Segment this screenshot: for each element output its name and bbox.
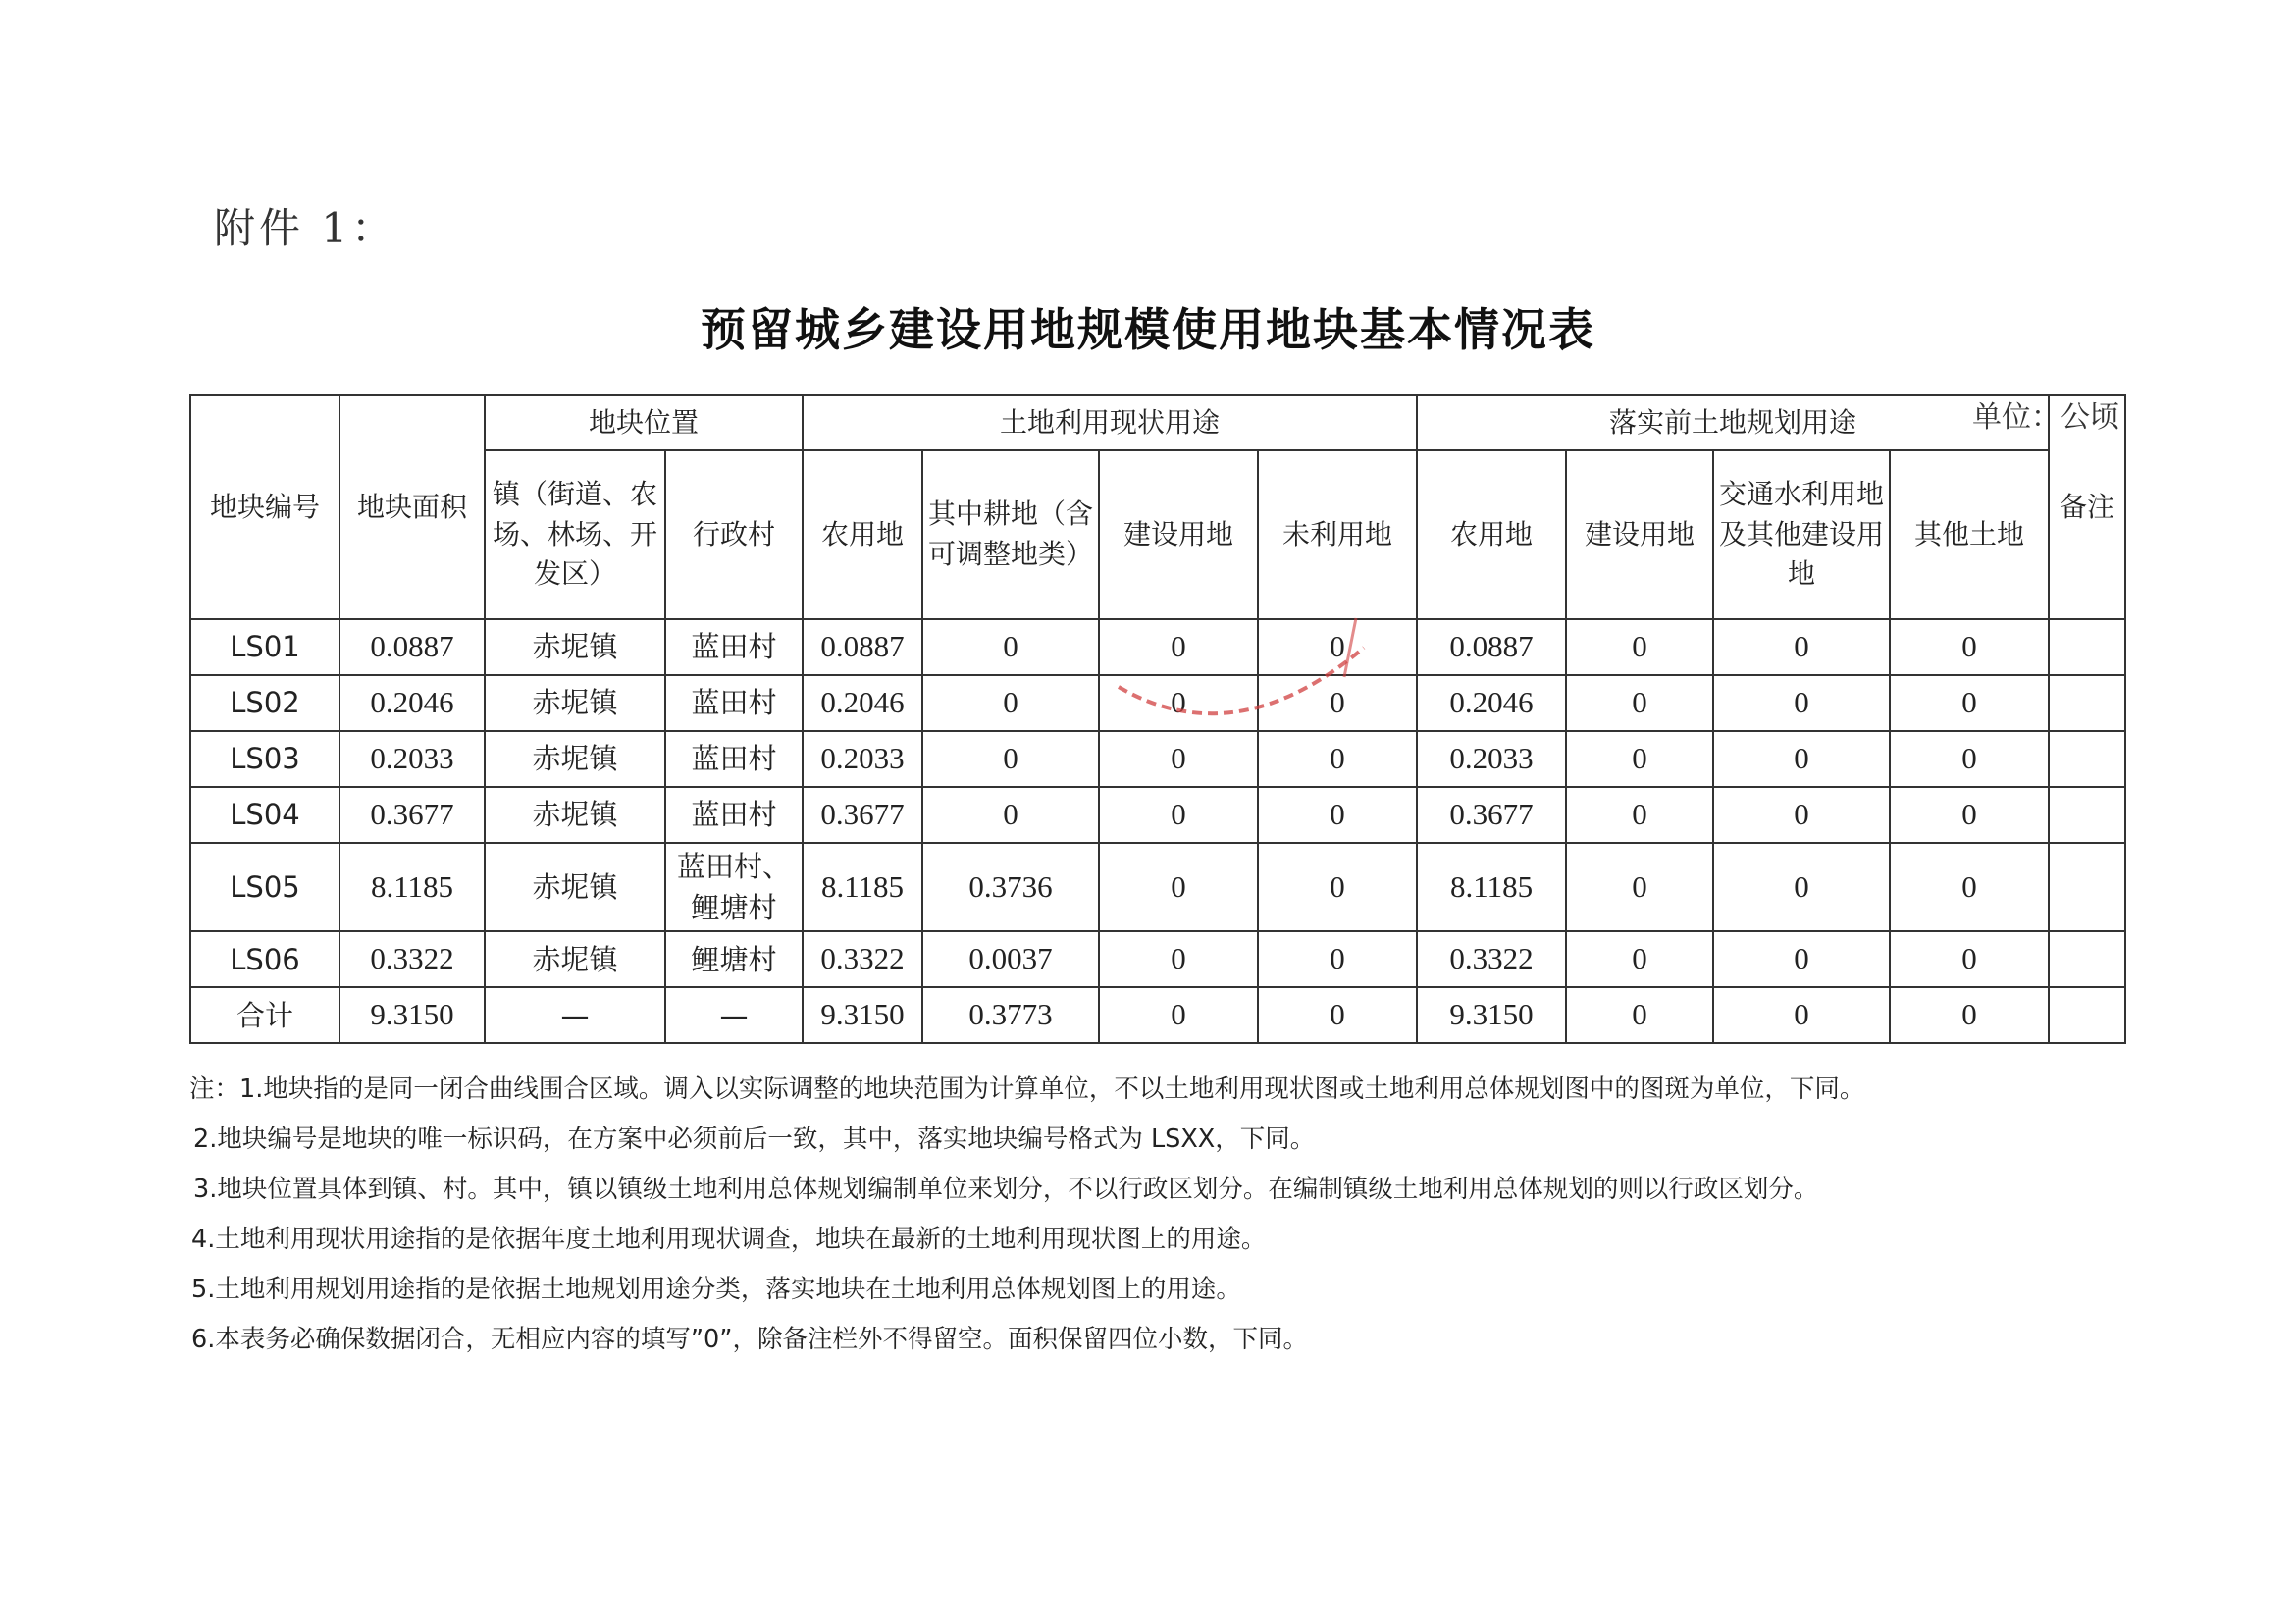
- remarks-cell: [2049, 675, 2125, 731]
- notes: [189, 1065, 2152, 1365]
- current-unused-cell: 0: [1258, 619, 1417, 675]
- planned-construction-cell: 0: [1566, 731, 1713, 787]
- town-cell: 赤坭镇: [485, 675, 665, 731]
- current-agricultural-cell: 9.3150: [803, 987, 922, 1043]
- parcel-area-cell: 9.3150: [339, 987, 485, 1043]
- header-planned-use: 落实前土地规划用途: [1417, 395, 2049, 450]
- town-cell: 赤坭镇: [485, 619, 665, 675]
- planned-construction-cell: 0: [1566, 787, 1713, 843]
- planned-other-cell: 0: [1890, 675, 2049, 731]
- planned-transport-cell: 0: [1713, 931, 1890, 987]
- current-agricultural-cell: 8.1185: [803, 843, 922, 931]
- parcel-area-cell: 8.1185: [339, 843, 485, 931]
- town-cell: 赤坭镇: [485, 843, 665, 931]
- planned-agricultural-cell: 0.2033: [1417, 731, 1566, 787]
- current-agricultural-cell: 0.2046: [803, 675, 922, 731]
- current-arable-cell: 0.3773: [922, 987, 1099, 1043]
- parcel-area-cell: 0.3677: [339, 787, 485, 843]
- current-construction-cell: 0: [1099, 787, 1258, 843]
- planned-transport-cell: 0: [1713, 987, 1890, 1043]
- current-arable-cell: 0: [922, 619, 1099, 675]
- planned-agricultural-cell: 0.3677: [1417, 787, 1566, 843]
- parcel-id-cell: 合计: [190, 987, 339, 1043]
- header-location: 地块位置: [485, 395, 803, 450]
- parcel-id-cell: LS05: [190, 843, 339, 931]
- town-cell: 赤坭镇: [485, 787, 665, 843]
- parcel-area-cell: 0.2046: [339, 675, 485, 731]
- header-current-arable: 其中耕地（含可调整地类）: [922, 450, 1099, 619]
- planned-construction-cell: 0: [1566, 675, 1713, 731]
- table-row: [190, 731, 2125, 787]
- planned-construction-cell: 0: [1566, 843, 1713, 931]
- current-construction-cell: 0: [1099, 619, 1258, 675]
- header-parcel-id: 地块编号: [190, 395, 339, 619]
- planned-agricultural-cell: 0.2046: [1417, 675, 1566, 731]
- parcel-id-cell: LS02: [190, 675, 339, 731]
- planned-other-cell: 0: [1890, 619, 2049, 675]
- planned-other-cell: 0: [1890, 843, 2049, 931]
- village-cell: 蓝田村: [665, 787, 803, 843]
- header-planned-transport: 交通水利用地及其他建设用地: [1713, 450, 1890, 619]
- planned-transport-cell: 0: [1713, 675, 1890, 731]
- planned-transport-cell: 0: [1713, 787, 1890, 843]
- current-construction-cell: 0: [1099, 731, 1258, 787]
- planned-construction-cell: 0: [1566, 987, 1713, 1043]
- planned-agricultural-cell: 9.3150: [1417, 987, 1566, 1043]
- table-row: [190, 931, 2125, 987]
- note-4: 4.土地利用现状用途指的是依据年度土地利用现状调查，地块在最新的土地利用现状图上的用途。: [191, 1225, 1267, 1254]
- current-agricultural-cell: 0.0887: [803, 619, 922, 675]
- village-cell: 蓝田村: [665, 731, 803, 787]
- header-village: 行政村: [665, 450, 803, 619]
- current-unused-cell: 0: [1258, 675, 1417, 731]
- note-2: 2.地块编号是地块的唯一标识码，在方案中必须前后一致，其中，落实地块编号格式为 LSXX，下同。: [193, 1125, 1316, 1154]
- current-arable-cell: 0.3736: [922, 843, 1099, 931]
- planned-agricultural-cell: 0.0887: [1417, 619, 1566, 675]
- remarks-cell: [2049, 619, 2125, 675]
- planned-other-cell: 0: [1890, 731, 2049, 787]
- current-arable-cell: 0: [922, 675, 1099, 731]
- header-planned-other: 其他土地: [1890, 450, 2049, 619]
- town-cell: 赤坭镇: [485, 931, 665, 987]
- note-3: 3.地块位置具体到镇、村。其中，镇以镇级土地利用总体规划编制单位来划分，不以行政区划分。在编制镇级土地利用总体规划的则以行政区划分。: [193, 1175, 1819, 1204]
- town-cell: 赤坭镇: [485, 731, 665, 787]
- planned-agricultural-cell: 0.3322: [1417, 931, 1566, 987]
- village-cell: —: [665, 987, 803, 1043]
- parcel-area-cell: 0.3322: [339, 931, 485, 987]
- remarks-cell: [2049, 787, 2125, 843]
- remarks-cell: [2049, 931, 2125, 987]
- table-row: [190, 843, 2125, 931]
- planned-other-cell: 0: [1890, 987, 2049, 1043]
- attachment-label: 附件 1：: [214, 204, 397, 252]
- parcel-id-cell: LS03: [190, 731, 339, 787]
- parcel-area-cell: 0.2033: [339, 731, 485, 787]
- planned-transport-cell: 0: [1713, 843, 1890, 931]
- header-parcel-area: 地块面积: [339, 395, 485, 619]
- parcel-id-cell: LS01: [190, 619, 339, 675]
- village-cell: 鲤塘村: [665, 931, 803, 987]
- town-cell: —: [485, 987, 665, 1043]
- current-agricultural-cell: 0.2033: [803, 731, 922, 787]
- table-row: [190, 619, 2125, 675]
- current-unused-cell: 0: [1258, 843, 1417, 931]
- header-remarks: 备注: [2049, 395, 2125, 619]
- current-unused-cell: 0: [1258, 731, 1417, 787]
- table-row: [190, 675, 2125, 731]
- current-arable-cell: 0: [922, 787, 1099, 843]
- current-unused-cell: 0: [1258, 787, 1417, 843]
- village-cell: 蓝田村: [665, 675, 803, 731]
- note-6: 6.本表务必确保数据闭合，无相应内容的填写”0”，除备注栏外不得留空。面积保留四位小数，下同。: [191, 1325, 1308, 1354]
- parcel-id-cell: LS06: [190, 931, 339, 987]
- header-town: 镇（街道、农场、林场、开发区）: [485, 450, 665, 619]
- header-planned-agricultural: 农用地: [1417, 450, 1566, 619]
- header-current-unused: 未利用地: [1258, 450, 1417, 619]
- current-arable-cell: 0.0037: [922, 931, 1099, 987]
- parcel-table: [189, 394, 2126, 1044]
- planned-agricultural-cell: 8.1185: [1417, 843, 1566, 931]
- planned-transport-cell: 0: [1713, 619, 1890, 675]
- current-construction-cell: 0: [1099, 675, 1258, 731]
- current-unused-cell: 0: [1258, 931, 1417, 987]
- current-arable-cell: 0: [922, 731, 1099, 787]
- village-cell: 蓝田村: [665, 619, 803, 675]
- current-construction-cell: 0: [1099, 931, 1258, 987]
- current-unused-cell: 0: [1258, 987, 1417, 1043]
- header-current-agricultural: 农用地: [803, 450, 922, 619]
- remarks-cell: [2049, 843, 2125, 931]
- table-row: [190, 787, 2125, 843]
- current-construction-cell: 0: [1099, 987, 1258, 1043]
- header-current-use: 土地利用现状用途: [803, 395, 1417, 450]
- village-cell: 蓝田村、鲤塘村: [665, 843, 803, 931]
- planned-construction-cell: 0: [1566, 619, 1713, 675]
- header-planned-construction: 建设用地: [1566, 450, 1713, 619]
- page-title: 预留城乡建设用地规模使用地块基本情况表: [701, 303, 1595, 356]
- parcel-id-cell: LS04: [190, 787, 339, 843]
- parcel-area-cell: 0.0887: [339, 619, 485, 675]
- remarks-cell: [2049, 731, 2125, 787]
- note-5: 5.土地利用规划用途指的是依据土地规划用途分类，落实地块在土地利用总体规划图上的用途。: [191, 1275, 1241, 1304]
- remarks-cell: [2049, 987, 2125, 1043]
- note-1: 注：1.地块指的是同一闭合曲线围合区域。调入以实际调整的地块范围为计算单位，不以土地利用现状图或土地利用总体规划图中的图斑为单位，下同。: [189, 1074, 1865, 1104]
- planned-other-cell: 0: [1890, 931, 2049, 987]
- planned-construction-cell: 0: [1566, 931, 1713, 987]
- current-agricultural-cell: 0.3322: [803, 931, 922, 987]
- planned-transport-cell: 0: [1713, 731, 1890, 787]
- planned-other-cell: 0: [1890, 787, 2049, 843]
- total-row: [190, 987, 2125, 1043]
- unit-label: 单位：公顷: [1972, 400, 2119, 435]
- current-agricultural-cell: 0.3677: [803, 787, 922, 843]
- header-current-construction: 建设用地: [1099, 450, 1258, 619]
- current-construction-cell: 0: [1099, 843, 1258, 931]
